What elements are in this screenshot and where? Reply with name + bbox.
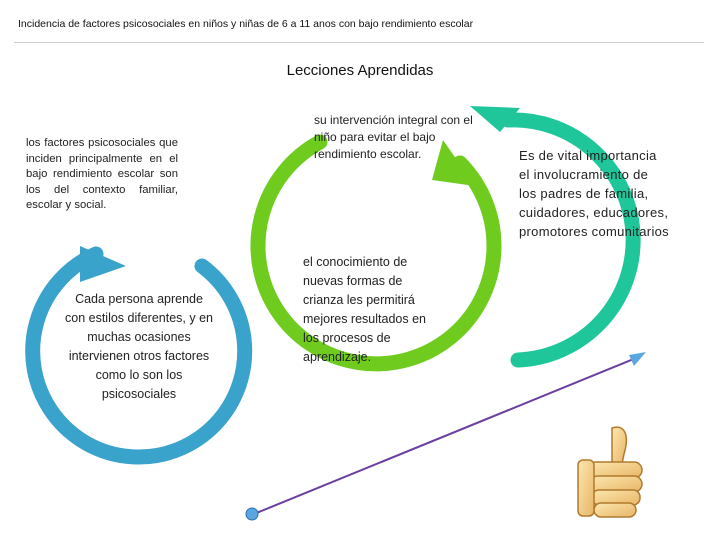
thumbs-up-icon [578,427,642,517]
circle-blue-text: Cada persona aprende con estilos diferentes, y en muchas ocasiones intervienen otros factores como lo son los psicosociales [65,292,213,401]
intro-text: los factores psicosociales que inciden principalmente en el bajo rendimiento escolar son los del contexto familiar, escolar y social. [26,137,178,211]
section-title: Lecciones Aprendidas [286,62,434,79]
circle-green-text: el conocimiento de nuevas formas de crianza les permitirá mejores resultados en los procesos de aprendizaje. [303,255,426,364]
top-middle-text: su intervención integral con el niño para evitar el bajo rendimiento escolar. [314,113,473,161]
header-title: Incidencia de factores psicosociales en niños y niñas de 6 a 11 anos con bajo rendimiento escolar [18,18,474,30]
circle-teal-text: Es de vital importancia el involucramiento de los padres de familia, cuidadores, educadores, promotores comunitarios [519,148,669,239]
